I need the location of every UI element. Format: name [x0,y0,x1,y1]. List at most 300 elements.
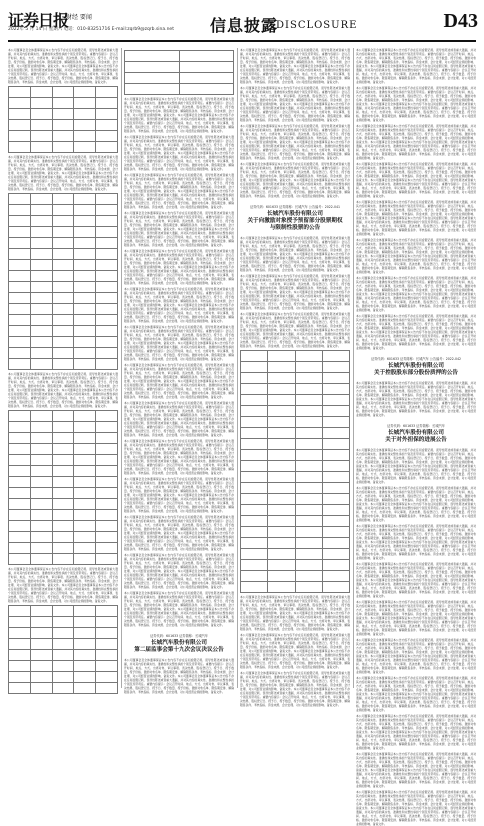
table-cell [295,439,322,450]
table-row [9,238,118,249]
table-cell [74,433,96,444]
table-cell [295,560,322,571]
paragraph: 本公司董事会及全体董事保证本公告内容不存在任何虚假记载、误导性陈述或者重大遗漏，并对其内容的真实性、准确性和完整性承担个别及连带责任。重要内容提示：会议召开时间、地点、方式、出席对象、审议事项、表决结果、股权登记日、授予日、授予数量、授予价格、激励对象名单、限售期安排、解除限售条件、考核指标、资金来源、会计处理、对公司经营业绩的影响、备查文件。本公司董事会及全体董事保证本公告内容不存在任何虚假记载、误导性陈述或者重大遗漏，并对其内容的真实性、准确性和完整性承担个别及连带责任。重要内容提示：会议召开时间、地点、方式、出席对象、审议事项、表决结果、股权登记日、授予日、授予数量、授予价格、激励对象名单、限售期安排、解除限售条件、考核指标、资金来源、会计处理、对公司经营业绩的影响、备查文件。 [8,372,118,408]
table-cell [241,582,268,593]
table-cell [241,351,268,362]
table-cell [96,422,118,433]
column-4 [356,48,476,826]
table-cell [322,494,349,505]
body-text [240,48,350,198]
table-cell [96,444,118,455]
table-cell [74,271,96,282]
table-cell [74,628,96,639]
table-row [9,249,118,260]
table-row [125,73,234,84]
announcement-title-line: 长城汽车股份有限公司 [388,430,444,436]
data-table [240,350,350,593]
table-cell [241,395,268,406]
table-cell [9,326,31,337]
table-cell [52,543,74,554]
masthead [8,8,478,36]
table-cell [74,422,96,433]
table-row [9,271,118,282]
table-cell [30,315,52,326]
announcement-code: 证券代码：601633 证券简称：长城汽车 公告编号：2022-041 [249,205,341,209]
table-cell [9,661,31,672]
table-cell [96,477,118,488]
column-2 [124,48,234,694]
table-cell [74,142,96,153]
table-cell [295,450,322,461]
table-cell [9,227,31,238]
table-cell [322,461,349,472]
table-row [241,461,350,472]
table-cell [52,271,74,282]
table-cell [74,554,96,565]
paragraph: 本公司董事会及全体董事保证本公告内容不存在任何虚假记载、误导性陈述或者重大遗漏，并对其内容的真实性、准确性和完整性承担个别及连带责任。重要内容提示：会议召开时间、地点、方式、出席对象、审议事项、表决结果、股权登记日、授予日、授予数量、授予价格、激励对象名单、限售期安排、解除限售条件、考核指标、资金来源、会计处理、对公司经营业绩的影响、备查文件。本公司董事会及全体董事保证本公告内容不存在任何虚假记载、误导性陈述或者重大遗漏，并对其内容的真实性、准确性和完整性承担个别及连带责任。重要内容提示：会议召开时间、地点、方式、出席对象、审议事项、表决结果、股权登记日、授予日、授予数量、授予价格、激励对象名单、限售期安排、解除限售条件、考核指标、资金来源、会计处理、对公司经营业绩的影响、备查文件。 [356,86,476,122]
table-row [241,406,350,417]
table-cell [125,84,180,95]
table-cell [268,428,295,439]
table-row [241,494,350,505]
table-row [9,227,118,238]
paragraph: 本公司董事会及全体董事保证本公告内容不存在任何虚假记载、误导性陈述或者重大遗漏，并对其内容的真实性、准确性和完整性承担个别及连带责任。重要内容提示：会议召开时间、地点、方式、出席对象、审议事项、表决结果、股权登记日、授予日、授予数量、授予价格、激励对象名单、限售期安排、解除限售条件、考核指标、资金来源、会计处理、对公司经营业绩的影响、备查文件。本公司董事会及全体董事保证本公告内容不存在任何虚假记载、误导性陈述或者重大遗漏，并对其内容的真实性、准确性和完整性承担个别及连带责任。重要内容提示：会议召开时间、地点、方式、出席对象、审议事项、表决结果、股权登记日、授予日、授予数量、授予价格、激励对象名单、限售期安排、解除限售条件、考核指标、资金来源、会计处理、对公司经营业绩的影响、备查文件。 [356,381,476,417]
announcement-code: 证券代码：601633 证券简称：长城汽车 公告编号：2022-042 [370,357,462,361]
column-divider [237,48,238,688]
body-text [356,381,476,417]
table-cell [30,543,52,554]
table-cell [30,304,52,315]
paragraph: 本公司董事会及全体董事保证本公告内容不存在任何虚假记载、误导性陈述或者重大遗漏，并对其内容的真实性、准确性和完整性承担个别及连带责任。重要内容提示：会议召开时间、地点、方式、出席对象、审议事项、表决结果、股权登记日、授予日、授予数量、授予价格、激励对象名单、限售期安排、解除限售条件、考核指标、资金来源、会计处理、对公司经营业绩的影响、备查文件。本公司董事会及全体董事保证本公告内容不存在任何虚假记载、误导性陈述或者重大遗漏，并对其内容的真实性、准确性和完整性承担个别及连带责任。重要内容提示：会议召开时间、地点、方式、出席对象、审议事项、表决结果、股权登记日、授予日、授予数量、授予价格、激励对象名单、限售期安排、解除限售条件、考核指标、资金来源、会计处理、对公司经营业绩的影响、备查文件。 [124,211,234,247]
table-cell [30,348,52,359]
table-cell [295,351,322,362]
table-row [9,260,118,271]
table-cell [322,406,349,417]
paragraph: 本公司董事会及全体董事保证本公告内容不存在任何虚假记载、误导性陈述或者重大遗漏，并对其内容的真实性、准确性和完整性承担个别及连带责任。重要内容提示：会议召开时间、地点、方式、出席对象、审议事项、表决结果、股权登记日、授予日、授予数量、授予价格、激励对象名单、限售期安排、解除限售条件、考核指标、资金来源、会计处理、对公司经营业绩的影响、备查文件。本公司董事会及全体董事保证本公告内容不存在任何虚假记载、误导性陈述或者重大遗漏，并对其内容的真实性、准确性和完整性承担个别及连带责任。重要内容提示：会议召开时间、地点、方式、出席对象、审议事项、表决结果、股权登记日、授予日、授予数量、授予价格、激励对象名单、限售期安排、解除限售条件、考核指标、资金来源、会计处理、对公司经营业绩的影响、备查文件。 [124,553,234,589]
table-cell [30,488,52,499]
table-cell [125,73,180,84]
table-cell [179,84,234,95]
table-cell [9,98,31,109]
table-cell [9,444,31,455]
table-cell [96,337,118,348]
table-cell [268,538,295,549]
table-cell [74,444,96,455]
edition-label: 财经 要闻 [66,14,92,21]
table-cell [96,260,118,271]
table-row [241,571,350,582]
table-cell [74,650,96,661]
table-row [9,98,118,109]
table-cell [74,238,96,249]
table-cell [96,282,118,293]
table-row [241,582,350,593]
table-cell [30,477,52,488]
table-cell [52,194,74,205]
table-cell [295,373,322,384]
table-row [9,205,118,216]
table-cell [52,260,74,271]
table-row [9,617,118,628]
table-row [241,472,350,483]
table-cell [268,516,295,527]
table-cell [30,238,52,249]
table-cell [268,494,295,505]
table-cell [96,499,118,510]
table-cell [241,428,268,439]
table-cell [9,639,31,650]
paragraph: 本公司董事会及全体董事保证本公告内容不存在任何虚假记载、误导性陈述或者重大遗漏，并对其内容的真实性、准确性和完整性承担个别及连带责任。重要内容提示：会议召开时间、地点、方式、出席对象、审议事项、表决结果、股权登记日、授予日、授予数量、授予价格、激励对象名单、限售期安排、解除限售条件、考核指标、资金来源、会计处理、对公司经营业绩的影响、备查文件。本公司董事会及全体董事保证本公告内容不存在任何虚假记载、误导性陈述或者重大遗漏，并对其内容的真实性、准确性和完整性承担个别及连带责任。重要内容提示：会议召开时间、地点、方式、出席对象、审议事项、表决结果、股权登记日、授予日、授予数量、授予价格、激励对象名单、限售期安排、解除限售条件、考核指标、资金来源、会计处理、对公司经营业绩的影响、备查文件。 [8,48,118,84]
data-table [8,410,118,565]
table-cell [74,466,96,477]
table-cell [295,384,322,395]
table-row [241,505,350,516]
table-row [9,109,118,120]
table-row [9,554,118,565]
column-divider [121,48,122,688]
table-cell [295,362,322,373]
table-cell [295,494,322,505]
table-cell [96,326,118,337]
table-cell [268,571,295,582]
table-cell [268,582,295,593]
paragraph: 本公司董事会及全体董事保证本公告内容不存在任何虚假记载、误导性陈述或者重大遗漏，并对其内容的真实性、准确性和完整性承担个别及连带责任。重要内容提示：会议召开时间、地点、方式、出席对象、审议事项、表决结果、股权登记日、授予日、授予数量、授予价格、激励对象名单、限售期安排、解除限售条件、考核指标、资金来源、会计处理、对公司经营业绩的影响、备查文件。本公司董事会及全体董事保证本公告内容不存在任何虚假记载、误导性陈述或者重大遗漏，并对其内容的真实性、准确性和完整性承担个别及连带责任。重要内容提示：会议召开时间、地点、方式、出席对象、审议事项、表决结果、股权登记日、授予日、授予数量、授予价格、激励对象名单、限售期安排、解除限售条件、考核指标、资金来源、会计处理、对公司经营业绩的影响、备查文件。 [124,515,234,551]
table-cell [322,538,349,549]
table-cell [52,477,74,488]
table-row [9,650,118,661]
table-cell [9,606,31,617]
table-row [9,683,118,694]
table-cell [322,362,349,373]
table-cell [295,527,322,538]
table-cell [52,249,74,260]
table-cell [295,538,322,549]
paragraph: 本公司董事会及全体董事保证本公告内容不存在任何虚假记载、误导性陈述或者重大遗漏，并对其内容的真实性、准确性和完整性承担个别及连带责任。重要内容提示：会议召开时间、地点、方式、出席对象、审议事项、表决结果、股权登记日、授予日、授予数量、授予价格、激励对象名单、限售期安排、解除限售条件、考核指标、资金来源、会计处理、对公司经营业绩的影响、备查文件。本公司董事会及全体董事保证本公告内容不存在任何虚假记载、误导性陈述或者重大遗漏，并对其内容的真实性、准确性和完整性承担个别及连带责任。重要内容提示：会议召开时间、地点、方式、出席对象、审议事项、表决结果、股权登记日、授予日、授予数量、授予价格、激励对象名单、限售期安排、解除限售条件、考核指标、资金来源、会计处理、对公司经营业绩的影响、备查文件。 [356,276,476,312]
table-cell [30,282,52,293]
table-cell [74,304,96,315]
table-cell [30,499,52,510]
paragraph: 本公司董事会及全体董事保证本公告内容不存在任何虚假记载、误导性陈述或者重大遗漏，并对其内容的真实性、准确性和完整性承担个别及连带责任。重要内容提示：会议召开时间、地点、方式、出席对象、审议事项、表决结果、股权登记日、授予日、授予数量、授予价格、激励对象名单、限售期安排、解除限售条件、考核指标、资金来源、会计处理、对公司经营业绩的影响、备查文件。本公司董事会及全体董事保证本公告内容不存在任何虚假记载、误导性陈述或者重大遗漏，并对其内容的真实性、准确性和完整性承担个别及连带责任。重要内容提示：会议召开时间、地点、方式、出席对象、审议事项、表决结果、股权登记日、授予日、授予数量、授予价格、激励对象名单、限售期安排、解除限售条件、考核指标、资金来源、会计处理、对公司经营业绩的影响、备查文件。 [8,567,118,603]
table-cell [96,131,118,142]
table-cell [241,417,268,428]
table-cell [30,628,52,639]
table-cell [74,499,96,510]
table-cell [52,98,74,109]
table-cell [52,650,74,661]
table-cell [30,131,52,142]
table-row [241,527,350,538]
table-cell [74,661,96,672]
table-cell [241,571,268,582]
table-row [9,466,118,477]
table-cell [9,510,31,521]
table-cell [52,337,74,348]
table-cell [74,455,96,466]
table-cell [74,131,96,142]
table-cell [9,650,31,661]
table-cell [74,359,96,370]
table-cell [9,315,31,326]
table-cell [295,428,322,439]
table-cell [30,433,52,444]
table-row [9,326,118,337]
table-cell [30,109,52,120]
table-cell [241,461,268,472]
table-cell [9,131,31,142]
table-cell [30,98,52,109]
table-cell [96,238,118,249]
table-cell [9,543,31,554]
table-cell [322,351,349,362]
table-row [125,84,234,95]
table-cell [268,417,295,428]
table-cell [322,505,349,516]
table-row [9,628,118,639]
table-cell [52,606,74,617]
table-cell [74,326,96,337]
table-cell [9,282,31,293]
table-cell [96,433,118,444]
table-cell [30,422,52,433]
paragraph: 本公司董事会及全体董事保证本公告内容不存在任何虚假记载、误导性陈述或者重大遗漏，并对其内容的真实性、准确性和完整性承担个别及连带责任。重要内容提示：会议召开时间、地点、方式、出席对象、审议事项、表决结果、股权登记日、授予日、授予数量、授予价格、激励对象名单、限售期安排、解除限售条件、考核指标、资金来源、会计处理、对公司经营业绩的影响、备查文件。本公司董事会及全体董事保证本公告内容不存在任何虚假记载、误导性陈述或者重大遗漏，并对其内容的真实性、准确性和完整性承担个别及连带责任。重要内容提示：会议召开时间、地点、方式、出席对象、审议事项、表决结果、股权登记日、授予日、授予数量、授予价格、激励对象名单、限售期安排、解除限售条件、考核指标、资金来源、会计处理、对公司经营业绩的影响、备查文件。 [8,155,118,191]
announcement-title-line: 长城汽车股份有限公司 [267,211,323,217]
table-cell [241,373,268,384]
table-cell [96,510,118,521]
table-row [241,560,350,571]
table-cell [322,483,349,494]
table-row [241,362,350,373]
paragraph: 本公司董事会及全体董事保证本公告内容不存在任何虚假记载、误导性陈述或者重大遗漏，并对其内容的真实性、准确性和完整性承担个别及连带责任。重要内容提示：会议召开时间、地点、方式、出席对象、审议事项、表决结果、股权登记日、授予日、授予数量、授予价格、激励对象名单、限售期安排、解除限售条件、考核指标、资金来源、会计处理、对公司经营业绩的影响、备查文件。本公司董事会及全体董事保证本公告内容不存在任何虚假记载、误导性陈述或者重大遗漏，并对其内容的真实性、准确性和完整性承担个别及连带责任。重要内容提示：会议召开时间、地点、方式、出席对象、审议事项、表决结果、股权登记日、授予日、授予数量、授予价格、激励对象名单、限售期安排、解除限售条件、考核指标、资金来源、会计处理、对公司经营业绩的影响、备查文件。 [356,48,476,84]
table-cell [9,466,31,477]
paragraph: 本公司董事会及全体董事保证本公告内容不存在任何虚假记载、误导性陈述或者重大遗漏，并对其内容的真实性、准确性和完整性承担个别及连带责任。重要内容提示：会议召开时间、地点、方式、出席对象、审议事项、表决结果、股权登记日、授予日、授予数量、授予价格、激励对象名单、限售期安排、解除限售条件、考核指标、资金来源、会计处理、对公司经营业绩的影响、备查文件。本公司董事会及全体董事保证本公告内容不存在任何虚假记载、误导性陈述或者重大遗漏，并对其内容的真实性、准确性和完整性承担个别及连带责任。重要内容提示：会议召开时间、地点、方式、出席对象、审议事项、表决结果、股权登记日、授予日、授予数量、授予价格、激励对象名单、限售期安排、解除限售条件、考核指标、资金来源、会计处理、对公司经营业绩的影响、备查文件。 [356,162,476,198]
table-cell [295,395,322,406]
table-cell [9,142,31,153]
table-cell [322,560,349,571]
table-row [241,373,350,384]
table-row [241,417,350,428]
paragraph: 本公司董事会及全体董事保证本公告内容不存在任何虚假记载、误导性陈述或者重大遗漏，并对其内容的真实性、准确性和完整性承担个别及连带责任。重要内容提示：会议召开时间、地点、方式、出席对象、审议事项、表决结果、股权登记日、授予日、授予数量、授予价格、激励对象名单、限售期安排、解除限售条件、考核指标、资金来源、会计处理、对公司经营业绩的影响、备查文件。本公司董事会及全体董事保证本公告内容不存在任何虚假记载、误导性陈述或者重大遗漏，并对其内容的真实性、准确性和完整性承担个别及连带责任。重要内容提示：会议召开时间、地点、方式、出席对象、审议事项、表决结果、股权登记日、授予日、授予数量、授予价格、激励对象名单、限售期安排、解除限售条件、考核指标、资金来源、会计处理、对公司经营业绩的影响、备查文件。 [124,325,234,361]
table-cell [9,422,31,433]
table-cell [74,477,96,488]
table-cell [52,628,74,639]
table-cell [52,87,74,98]
table-cell [30,326,52,337]
table-cell [74,260,96,271]
table-cell [52,521,74,532]
announcement-title-line: 与限制性股票的公告 [269,225,321,231]
announcement-title-line: 关于对外担保的进展公告 [385,437,447,443]
table-cell [52,282,74,293]
paragraph: 本公司董事会及全体董事保证本公告内容不存在任何虚假记载、误导性陈述或者重大遗漏，并对其内容的真实性、准确性和完整性承担个别及连带责任。重要内容提示：会议召开时间、地点、方式、出席对象、审议事项、表决结果、股权登记日、授予日、授予数量、授予价格、激励对象名单、限售期安排、解除限售条件、考核指标、资金来源、会计处理、对公司经营业绩的影响、备查文件。本公司董事会及全体董事保证本公告内容不存在任何虚假记载、误导性陈述或者重大遗漏，并对其内容的真实性、准确性和完整性承担个别及连带责任。重要内容提示：会议召开时间、地点、方式、出席对象、审议事项、表决结果、股权登记日、授予日、授予数量、授予价格、激励对象名单、限售期安排、解除限售条件、考核指标、资金来源、会计处理、对公司经营业绩的影响、备查文件。 [240,312,350,348]
table-cell [74,683,96,694]
paragraph: 本公司董事会及全体董事保证本公告内容不存在任何虚假记载、误导性陈述或者重大遗漏，并对其内容的真实性、准确性和完整性承担个别及连带责任。重要内容提示：会议召开时间、地点、方式、出席对象、审议事项、表决结果、股权登记日、授予日、授予数量、授予价格、激励对象名单、限售期安排、解除限售条件、考核指标、资金来源、会计处理、对公司经营业绩的影响、备查文件。本公司董事会及全体董事保证本公告内容不存在任何虚假记载、误导性陈述或者重大遗漏，并对其内容的真实性、准确性和完整性承担个别及连带责任。重要内容提示：会议召开时间、地点、方式、出席对象、审议事项、表决结果、股权登记日、授予日、授予数量、授予价格、激励对象名单、限售期安排、解除限售条件、考核指标、资金来源、会计处理、对公司经营业绩的影响、备查文件。 [356,238,476,274]
table-cell [9,87,31,98]
table-cell [241,450,268,461]
table-cell [241,472,268,483]
paragraph: 本公司董事会及全体董事保证本公告内容不存在任何虚假记载、误导性陈述或者重大遗漏，并对其内容的真实性、准确性和完整性承担个别及连带责任。重要内容提示：会议召开时间、地点、方式、出席对象、审议事项、表决结果、股权登记日、授予日、授予数量、授予价格、激励对象名单、限售期安排、解除限售条件、考核指标、资金来源、会计处理、对公司经营业绩的影响、备查文件。本公司董事会及全体董事保证本公告内容不存在任何虚假记载、误导性陈述或者重大遗漏，并对其内容的真实性、准确性和完整性承担个别及连带责任。重要内容提示：会议召开时间、地点、方式、出席对象、审议事项、表决结果、股权登记日、授予日、授予数量、授予价格、激励对象名单、限售期安排、解除限售条件、考核指标、资金来源、会计处理、对公司经营业绩的影响、备查文件。 [356,600,476,636]
table-cell [9,488,31,499]
table-cell [74,315,96,326]
table-row [9,315,118,326]
announcement-title [356,363,476,377]
table-cell [9,337,31,348]
column-1 [8,48,118,688]
table-cell [9,359,31,370]
table-row [9,120,118,131]
body-text [124,97,234,627]
table-cell [295,505,322,516]
table-cell [52,422,74,433]
table-cell [74,488,96,499]
table-cell [30,142,52,153]
paragraph: 本公司董事会及全体董事保证本公告内容不存在任何虚假记载、误导性陈述或者重大遗漏，并对其内容的真实性、准确性和完整性承担个别及连带责任。重要内容提示：会议召开时间、地点、方式、出席对象、审议事项、表决结果、股权登记日、授予日、授予数量、授予价格、激励对象名单、限售期安排、解除限售条件、考核指标、资金来源、会计处理、对公司经营业绩的影响、备查文件。本公司董事会及全体董事保证本公告内容不存在任何虚假记载、误导性陈述或者重大遗漏，并对其内容的真实性、准确性和完整性承担个别及连带责任。重要内容提示：会议召开时间、地点、方式、出席对象、审议事项、表决结果、股权登记日、授予日、授予数量、授予价格、激励对象名单、限售期安排、解除限售条件、考核指标、资金来源、会计处理、对公司经营业绩的影响、备查文件。 [124,477,234,513]
table-cell [322,549,349,560]
paragraph: 本公司董事会及全体董事保证本公告内容不存在任何虚假记载、误导性陈述或者重大遗漏，并对其内容的真实性、准确性和完整性承担个别及连带责任。重要内容提示：会议召开时间、地点、方式、出席对象、审议事项、表决结果、股权登记日、授予日、授予数量、授予价格、激励对象名单、限售期安排、解除限售条件、考核指标、资金来源、会计处理、对公司经营业绩的影响、备查文件。本公司董事会及全体董事保证本公告内容不存在任何虚假记载、误导性陈述或者重大遗漏，并对其内容的真实性、准确性和完整性承担个别及连带责任。重要内容提示：会议召开时间、地点、方式、出席对象、审议事项、表决结果、股权登记日、授予日、授予数量、授予价格、激励对象名单、限售期安排、解除限售条件、考核指标、资金来源、会计处理、对公司经营业绩的影响、备查文件。 [356,752,476,788]
table-cell [9,683,31,694]
paragraph: 本公司董事会及全体董事保证本公告内容不存在任何虚假记载、误导性陈述或者重大遗漏，并对其内容的真实性、准确性和完整性承担个别及连带责任。重要内容提示：会议召开时间、地点、方式、出席对象、审议事项、表决结果、股权登记日、授予日、授予数量、授予价格、激励对象名单、限售期安排、解除限售条件、考核指标、资金来源、会计处理、对公司经营业绩的影响、备查文件。本公司董事会及全体董事保证本公告内容不存在任何虚假记载、误导性陈述或者重大遗漏，并对其内容的真实性、准确性和完整性承担个别及连带责任。重要内容提示：会议召开时间、地点、方式、出席对象、审议事项、表决结果、股权登记日、授予日、授予数量、授予价格、激励对象名单、限售期安排、解除限售条件、考核指标、资金来源、会计处理、对公司经营业绩的影响、备查文件。 [356,790,476,826]
table-cell [74,249,96,260]
table-cell [322,582,349,593]
table-cell [295,472,322,483]
table-cell [74,348,96,359]
paragraph: 本公司董事会及全体董事保证本公告内容不存在任何虚假记载、误导性陈述或者重大遗漏，并对其内容的真实性、准确性和完整性承担个别及连带责任。重要内容提示：会议召开时间、地点、方式、出席对象、审议事项、表决结果、股权登记日、授予日、授予数量、授予价格、激励对象名单、限售期安排、解除限售条件、考核指标、资金来源、会计处理、对公司经营业绩的影响、备查文件。本公司董事会及全体董事保证本公告内容不存在任何虚假记载、误导性陈述或者重大遗漏，并对其内容的真实性、准确性和完整性承担个别及连带责任。重要内容提示：会议召开时间、地点、方式、出席对象、审议事项、表决结果、股权登记日、授予日、授予数量、授予价格、激励对象名单、限售期安排、解除限售条件、考核指标、资金来源、会计处理、对公司经营业绩的影响、备查文件。 [240,162,350,198]
table-cell [30,444,52,455]
table-cell [96,628,118,639]
table-row [9,282,118,293]
table-cell [30,554,52,565]
paragraph: 本公司董事会及全体董事保证本公告内容不存在任何虚假记载、误导性陈述或者重大遗漏，并对其内容的真实性、准确性和完整性承担个别及连带责任。重要内容提示：会议召开时间、地点、方式、出席对象、审议事项、表决结果、股权登记日、授予日、授予数量、授予价格、激励对象名单、限售期安排、解除限售条件、考核指标、资金来源、会计处理、对公司经营业绩的影响、备查文件。本公司董事会及全体董事保证本公告内容不存在任何虚假记载、误导性陈述或者重大遗漏，并对其内容的真实性、准确性和完整性承担个别及连带责任。重要内容提示：会议召开时间、地点、方式、出席对象、审议事项、表决结果、股权登记日、授予日、授予数量、授予价格、激励对象名单、限售期安排、解除限售条件、考核指标、资金来源、会计处理、对公司经营业绩的影响、备查文件。 [124,135,234,171]
table-cell [96,249,118,260]
table-cell [96,466,118,477]
table-cell [241,549,268,560]
table-cell [74,510,96,521]
table-cell [96,650,118,661]
table-cell [9,411,31,422]
table-cell [9,109,31,120]
table-cell [9,532,31,543]
table-cell [30,617,52,628]
table-row [9,510,118,521]
table-cell [96,554,118,565]
table-cell [96,672,118,683]
table-row [241,516,350,527]
paragraph: 本公司董事会及全体董事保证本公告内容不存在任何虚假记载、误导性陈述或者重大遗漏，并对其内容的真实性、准确性和完整性承担个别及连带责任。重要内容提示：会议召开时间、地点、方式、出席对象、审议事项、表决结果、股权登记日、授予日、授予数量、授予价格、激励对象名单、限售期安排、解除限售条件、考核指标、资金来源、会计处理、对公司经营业绩的影响、备查文件。本公司董事会及全体董事保证本公告内容不存在任何虚假记载、误导性陈述或者重大遗漏，并对其内容的真实性、准确性和完整性承担个别及连带责任。重要内容提示：会议召开时间、地点、方式、出席对象、审议事项、表决结果、股权登记日、授予日、授予数量、授予价格、激励对象名单、限售期安排、解除限售条件、考核指标、资金来源、会计处理、对公司经营业绩的影响、备查文件。 [356,714,476,750]
paragraph: 本公司董事会及全体董事保证本公告内容不存在任何虚假记载、误导性陈述或者重大遗漏，并对其内容的真实性、准确性和完整性承担个别及连带责任。重要内容提示：会议召开时间、地点、方式、出席对象、审议事项、表决结果、股权登记日、授予日、授予数量、授予价格、激励对象名单、限售期安排、解除限售条件、考核指标、资金来源、会计处理、对公司经营业绩的影响、备查文件。本公司董事会及全体董事保证本公告内容不存在任何虚假记载、误导性陈述或者重大遗漏，并对其内容的真实性、准确性和完整性承担个别及连带责任。重要内容提示：会议召开时间、地点、方式、出席对象、审议事项、表决结果、股权登记日、授予日、授予数量、授予价格、激励对象名单、限售期安排、解除限售条件、考核指标、资金来源、会计处理、对公司经营业绩的影响、备查文件。 [124,173,234,209]
table-cell [268,483,295,494]
table-cell [96,661,118,672]
paragraph: 本公司董事会及全体董事保证本公告内容不存在任何虚假记载、误导性陈述或者重大遗漏，并对其内容的真实性、准确性和完整性承担个别及连带责任。重要内容提示：会议召开时间、地点、方式、出席对象、审议事项、表决结果、股权登记日、授予日、授予数量、授予价格、激励对象名单、限售期安排、解除限售条件、考核指标、资金来源、会计处理、对公司经营业绩的影响、备查文件。本公司董事会及全体董事保证本公告内容不存在任何虚假记载、误导性陈述或者重大遗漏，并对其内容的真实性、准确性和完整性承担个别及连带责任。重要内容提示：会议召开时间、地点、方式、出席对象、审议事项、表决结果、股权登记日、授予日、授予数量、授予价格、激励对象名单、限售期安排、解除限售条件、考核指标、资金来源、会计处理、对公司经营业绩的影响、备查文件。 [240,236,350,272]
table-cell [96,639,118,650]
table-cell [30,661,52,672]
table-row [241,549,350,560]
table-cell [96,304,118,315]
table-cell [322,472,349,483]
table-cell [9,249,31,260]
table-cell [96,543,118,554]
table-cell [9,216,31,227]
table-cell [241,516,268,527]
table-cell [9,194,31,205]
announcement-title [356,430,476,444]
paragraph: 本公司董事会及全体董事保证本公告内容不存在任何虚假记载、误导性陈述或者重大遗漏，并对其内容的真实性、准确性和完整性承担个别及连带责任。重要内容提示：会议召开时间、地点、方式、出席对象、审议事项、表决结果、股权登记日、授予日、授予数量、授予价格、激励对象名单、限售期安排、解除限售条件、考核指标、资金来源、会计处理、对公司经营业绩的影响、备查文件。本公司董事会及全体董事保证本公告内容不存在任何虚假记载、误导性陈述或者重大遗漏，并对其内容的真实性、准确性和完整性承担个别及连带责任。重要内容提示：会议召开时间、地点、方式、出席对象、审议事项、表决结果、股权登记日、授予日、授予数量、授予价格、激励对象名单、限售期安排、解除限售条件、考核指标、资金来源、会计处理、对公司经营业绩的影响、备查文件。 [124,658,234,694]
table-cell [295,582,322,593]
table-cell [74,617,96,628]
table-row [9,532,118,543]
table-cell [96,348,118,359]
table-cell [268,472,295,483]
table-cell [125,51,180,62]
body-text [124,658,234,694]
table-row [241,439,350,450]
table-cell [241,362,268,373]
table-cell [9,304,31,315]
table-cell [74,205,96,216]
table-cell [9,205,31,216]
table-cell [74,521,96,532]
announcement-title-line: 第二届监事会第十九次会议决议公告 [134,647,224,653]
data-table [8,193,118,370]
header-rule [8,40,476,42]
table-cell [322,428,349,439]
paragraph: 本公司董事会及全体董事保证本公告内容不存在任何虚假记载、误导性陈述或者重大遗漏，并对其内容的真实性、准确性和完整性承担个别及连带责任。重要内容提示：会议召开时间、地点、方式、出席对象、审议事项、表决结果、股权登记日、授予日、授予数量、授予价格、激励对象名单、限售期安排、解除限售条件、考核指标、资金来源、会计处理、对公司经营业绩的影响、备查文件。本公司董事会及全体董事保证本公告内容不存在任何虚假记载、误导性陈述或者重大遗漏，并对其内容的真实性、准确性和完整性承担个别及连带责任。重要内容提示：会议召开时间、地点、方式、出席对象、审议事项、表决结果、股权登记日、授予日、授予数量、授予价格、激励对象名单、限售期安排、解除限售条件、考核指标、资金来源、会计处理、对公司经营业绩的影响、备查文件。 [356,124,476,160]
table-cell [9,433,31,444]
body-text [8,48,118,84]
table-cell [9,499,31,510]
table-cell [96,315,118,326]
paragraph: 本公司董事会及全体董事保证本公告内容不存在任何虚假记载、误导性陈述或者重大遗漏，并对其内容的真实性、准确性和完整性承担个别及连带责任。重要内容提示：会议召开时间、地点、方式、出席对象、审议事项、表决结果、股权登记日、授予日、授予数量、授予价格、激励对象名单、限售期安排、解除限售条件、考核指标、资金来源、会计处理、对公司经营业绩的影响、备查文件。本公司董事会及全体董事保证本公告内容不存在任何虚假记载、误导性陈述或者重大遗漏，并对其内容的真实性、准确性和完整性承担个别及连带责任。重要内容提示：会议召开时间、地点、方式、出席对象、审议事项、表决结果、股权登记日、授予日、授予数量、授予价格、激励对象名单、限售期安排、解除限售条件、考核指标、资金来源、会计处理、对公司经营业绩的影响、备查文件。 [240,274,350,310]
table-cell [9,260,31,271]
table-cell [9,477,31,488]
column-3 [240,48,350,707]
table-cell [74,543,96,554]
announcement-title-line: 长城汽车股份有限公司 [151,640,207,646]
table-cell [96,216,118,227]
table-cell [295,516,322,527]
table-cell [268,395,295,406]
table-cell [295,417,322,428]
table-row [241,384,350,395]
table-cell [30,120,52,131]
table-cell [52,326,74,337]
table-cell [268,373,295,384]
table-row [9,131,118,142]
table-cell [52,554,74,565]
table-cell [322,417,349,428]
table-cell [74,672,96,683]
table-cell [9,521,31,532]
table-cell [241,483,268,494]
table-cell [96,98,118,109]
table-row [241,483,350,494]
announcement-title [240,211,350,232]
table-cell [96,521,118,532]
table-cell [74,337,96,348]
table-cell [52,216,74,227]
announcement-heading [356,356,476,377]
announcement-title [124,640,234,654]
table-cell [268,549,295,560]
section-title: 信息披露 [210,16,279,35]
table-cell [30,606,52,617]
table-cell [322,373,349,384]
table-cell [96,617,118,628]
table-cell [295,571,322,582]
body-text [240,595,350,707]
table-cell [30,411,52,422]
table-row [9,521,118,532]
data-table [8,86,118,153]
table-cell [30,293,52,304]
